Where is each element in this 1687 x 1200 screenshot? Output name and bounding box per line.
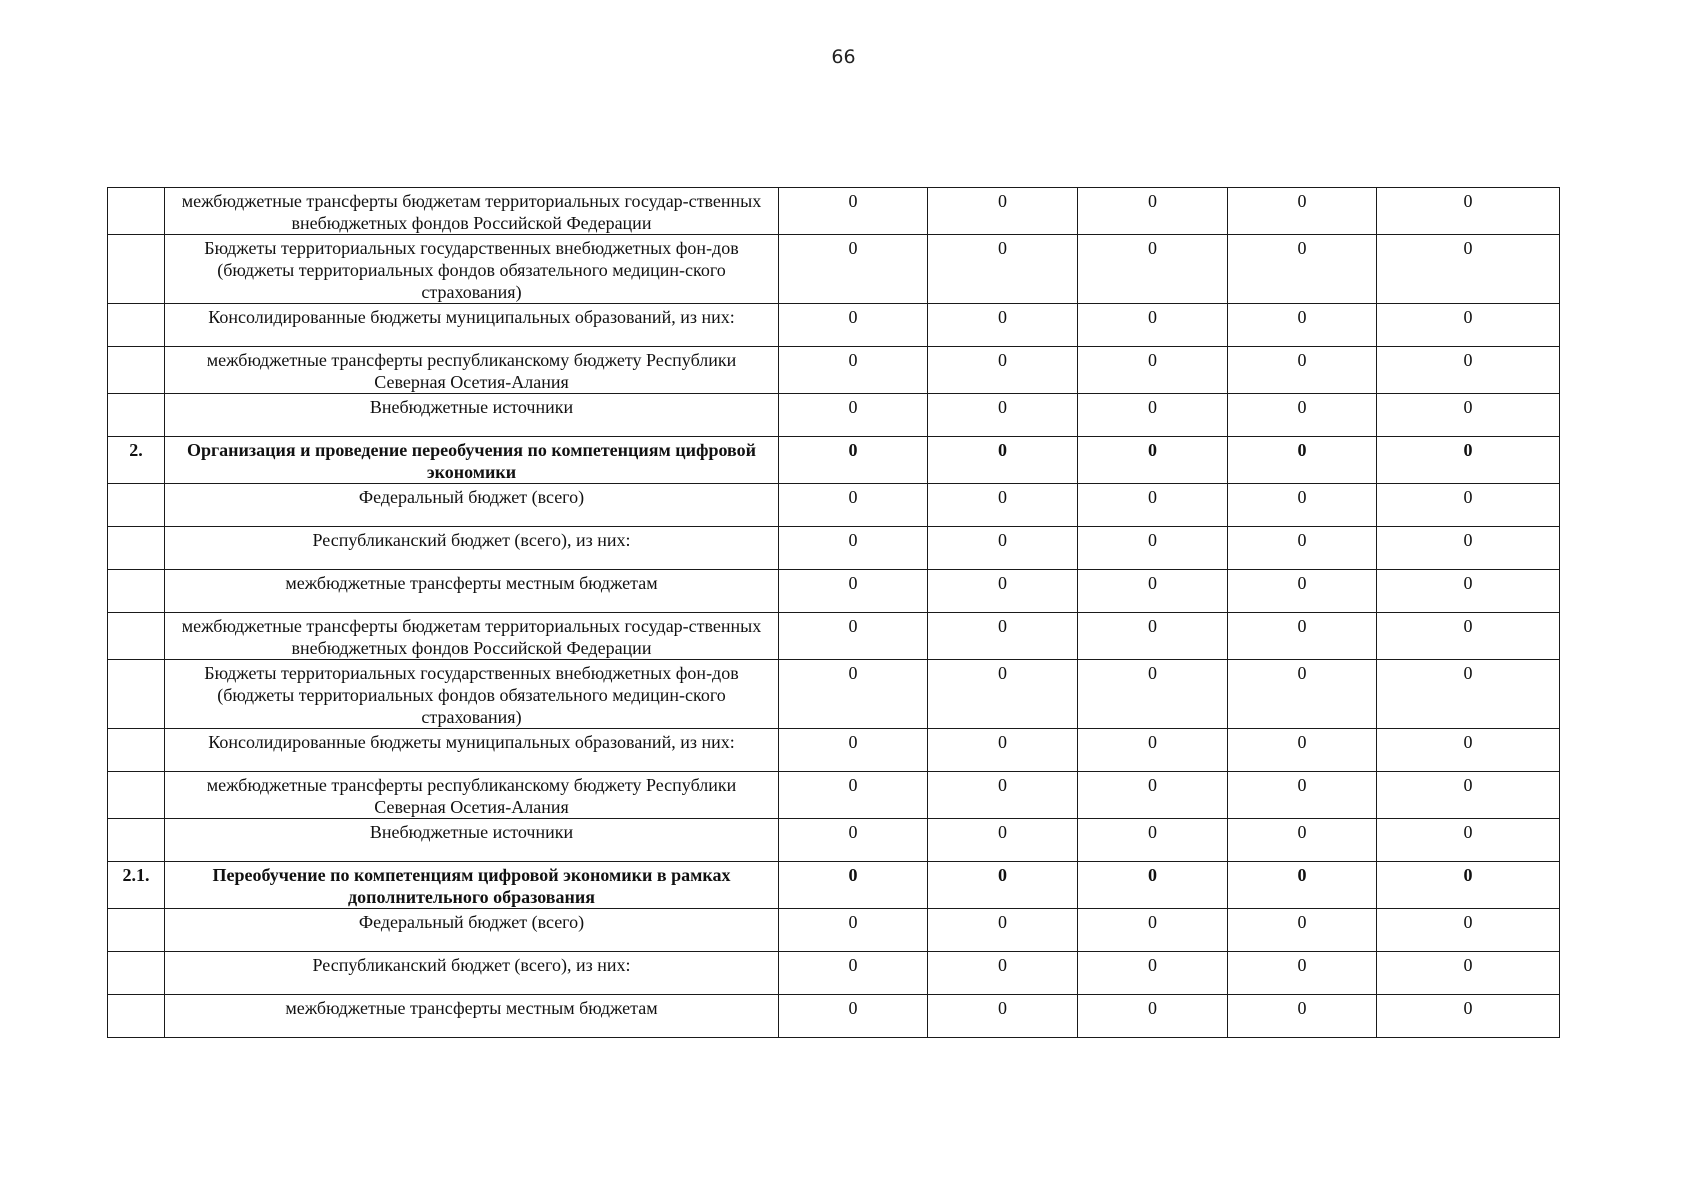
value-cell: 0 (779, 909, 928, 952)
value-cell: 0 (779, 347, 928, 394)
value-cell: 0 (779, 613, 928, 660)
row-name: Республиканский бюджет (всего), из них: (165, 952, 779, 995)
row-name: Бюджеты территориальных государственных внебюджетных фон-дов (бюджеты территориальных фондов обязательного медицин-ского страхования) (165, 235, 779, 304)
value-cell: 0 (1228, 862, 1377, 909)
table-row (108, 729, 1560, 772)
value-cell: 0 (1078, 484, 1228, 527)
row-name: Консолидированные бюджеты муниципальных образований, из них: (165, 729, 779, 772)
row-number (108, 909, 165, 952)
value-cell: 0 (1228, 347, 1377, 394)
row-number: 2. (108, 437, 165, 484)
value-cell: 0 (928, 235, 1078, 304)
value-cell: 0 (928, 660, 1078, 729)
value-cell: 0 (1078, 819, 1228, 862)
row-number (108, 188, 165, 235)
value-cell: 0 (779, 862, 928, 909)
table-row (108, 772, 1560, 819)
row-number (108, 613, 165, 660)
value-cell: 0 (1078, 862, 1228, 909)
row-number (108, 394, 165, 437)
value-cell: 0 (1228, 570, 1377, 613)
value-cell: 0 (1377, 570, 1560, 613)
row-name: межбюджетные трансферты республиканскому бюджету Республики Северная Осетия-Алания (165, 347, 779, 394)
value-cell: 0 (1228, 188, 1377, 235)
row-number (108, 484, 165, 527)
value-cell: 0 (779, 437, 928, 484)
value-cell: 0 (1228, 484, 1377, 527)
row-number (108, 729, 165, 772)
row-name: Внебюджетные источники (165, 819, 779, 862)
table-row (108, 437, 1560, 484)
row-name: Организация и проведение переобучения по компетенциям цифровой экономики (165, 437, 779, 484)
table-row (108, 570, 1560, 613)
row-name: Федеральный бюджет (всего) (165, 484, 779, 527)
row-number (108, 235, 165, 304)
row-name: межбюджетные трансферты бюджетам территориальных государ-ственных внебюджетных фондов Российской Федерации (165, 188, 779, 235)
table-row (108, 819, 1560, 862)
value-cell: 0 (779, 952, 928, 995)
value-cell: 0 (1377, 995, 1560, 1038)
value-cell: 0 (928, 188, 1078, 235)
value-cell: 0 (928, 484, 1078, 527)
table-row (108, 909, 1560, 952)
value-cell: 0 (779, 660, 928, 729)
value-cell: 0 (779, 995, 928, 1038)
value-cell: 0 (779, 729, 928, 772)
row-number (108, 952, 165, 995)
table-row (108, 613, 1560, 660)
table-row (108, 660, 1560, 729)
row-number: 2.1. (108, 862, 165, 909)
value-cell: 0 (1078, 347, 1228, 394)
value-cell: 0 (1078, 909, 1228, 952)
value-cell: 0 (1228, 995, 1377, 1038)
value-cell: 0 (928, 437, 1078, 484)
value-cell: 0 (928, 394, 1078, 437)
value-cell: 0 (1377, 437, 1560, 484)
value-cell: 0 (1377, 819, 1560, 862)
budget-table (107, 187, 1560, 1038)
value-cell: 0 (1078, 952, 1228, 995)
value-cell: 0 (1078, 660, 1228, 729)
table-row (108, 484, 1560, 527)
row-number (108, 772, 165, 819)
value-cell: 0 (1078, 188, 1228, 235)
table-row (108, 952, 1560, 995)
value-cell: 0 (1228, 729, 1377, 772)
row-name: Переобучение по компетенциям цифровой экономики в рамках дополнительного образования (165, 862, 779, 909)
value-cell: 0 (928, 570, 1078, 613)
value-cell: 0 (928, 729, 1078, 772)
row-name: Бюджеты территориальных государственных внебюджетных фон-дов (бюджеты территориальных фондов обязательного медицин-ского страхования) (165, 660, 779, 729)
value-cell: 0 (779, 304, 928, 347)
value-cell: 0 (1078, 995, 1228, 1038)
table-row (108, 347, 1560, 394)
value-cell: 0 (1078, 437, 1228, 484)
row-number (108, 347, 165, 394)
value-cell: 0 (1228, 304, 1377, 347)
value-cell: 0 (1078, 304, 1228, 347)
row-number (108, 660, 165, 729)
row-name: Республиканский бюджет (всего), из них: (165, 527, 779, 570)
value-cell: 0 (1078, 235, 1228, 304)
row-number (108, 527, 165, 570)
value-cell: 0 (1228, 660, 1377, 729)
row-number (108, 819, 165, 862)
value-cell: 0 (928, 952, 1078, 995)
value-cell: 0 (928, 772, 1078, 819)
value-cell: 0 (928, 909, 1078, 952)
table-row (108, 235, 1560, 304)
value-cell: 0 (1228, 613, 1377, 660)
value-cell: 0 (1377, 660, 1560, 729)
row-number (108, 304, 165, 347)
value-cell: 0 (928, 819, 1078, 862)
row-name: межбюджетные трансферты местным бюджетам (165, 570, 779, 613)
row-name: межбюджетные трансферты республиканскому бюджету Республики Северная Осетия-Алания (165, 772, 779, 819)
value-cell: 0 (1377, 613, 1560, 660)
value-cell: 0 (1377, 862, 1560, 909)
value-cell: 0 (1377, 235, 1560, 304)
value-cell: 0 (1377, 909, 1560, 952)
value-cell: 0 (1078, 570, 1228, 613)
value-cell: 0 (928, 862, 1078, 909)
value-cell: 0 (1377, 772, 1560, 819)
page-number: 66 (831, 46, 856, 68)
table-row (108, 527, 1560, 570)
row-name: межбюджетные трансферты бюджетам территориальных государ-ственных внебюджетных фондов Российской Федерации (165, 613, 779, 660)
row-name: межбюджетные трансферты местным бюджетам (165, 995, 779, 1038)
value-cell: 0 (1377, 394, 1560, 437)
row-number (108, 570, 165, 613)
value-cell: 0 (1377, 304, 1560, 347)
value-cell: 0 (779, 235, 928, 304)
value-cell: 0 (1078, 527, 1228, 570)
row-number (108, 995, 165, 1038)
value-cell: 0 (1377, 484, 1560, 527)
value-cell: 0 (1078, 394, 1228, 437)
value-cell: 0 (1228, 819, 1377, 862)
value-cell: 0 (928, 613, 1078, 660)
value-cell: 0 (1078, 772, 1228, 819)
value-cell: 0 (779, 484, 928, 527)
value-cell: 0 (1377, 729, 1560, 772)
row-name: Федеральный бюджет (всего) (165, 909, 779, 952)
value-cell: 0 (779, 394, 928, 437)
value-cell: 0 (779, 772, 928, 819)
value-cell: 0 (1078, 613, 1228, 660)
table-body (108, 188, 1560, 1038)
table-row (108, 394, 1560, 437)
value-cell: 0 (1228, 952, 1377, 995)
value-cell: 0 (779, 570, 928, 613)
value-cell: 0 (779, 819, 928, 862)
value-cell: 0 (1377, 527, 1560, 570)
value-cell: 0 (1377, 347, 1560, 394)
value-cell: 0 (1377, 952, 1560, 995)
value-cell: 0 (928, 995, 1078, 1038)
value-cell: 0 (1228, 437, 1377, 484)
value-cell: 0 (779, 527, 928, 570)
value-cell: 0 (1228, 527, 1377, 570)
row-name: Консолидированные бюджеты муниципальных образований, из них: (165, 304, 779, 347)
value-cell: 0 (928, 527, 1078, 570)
table-row (108, 862, 1560, 909)
value-cell: 0 (1228, 909, 1377, 952)
value-cell: 0 (779, 188, 928, 235)
value-cell: 0 (1228, 394, 1377, 437)
value-cell: 0 (928, 304, 1078, 347)
value-cell: 0 (1228, 772, 1377, 819)
value-cell: 0 (1377, 188, 1560, 235)
table-row (108, 304, 1560, 347)
table-row (108, 995, 1560, 1038)
row-name: Внебюджетные источники (165, 394, 779, 437)
value-cell: 0 (1228, 235, 1377, 304)
value-cell: 0 (928, 347, 1078, 394)
value-cell: 0 (1078, 729, 1228, 772)
table-row (108, 188, 1560, 235)
